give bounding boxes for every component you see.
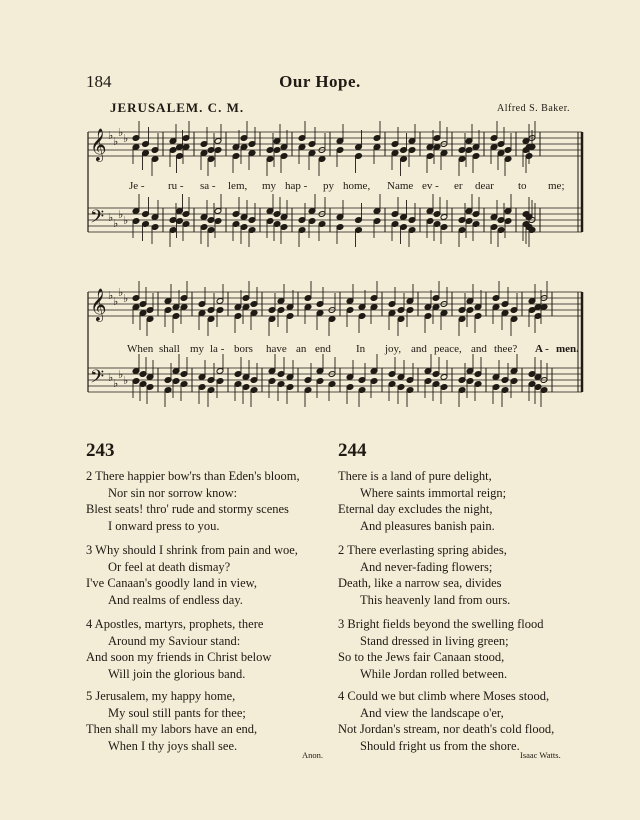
hymn-244-verse-3 (338, 616, 544, 682)
bass-clef: 𝄢 (90, 367, 105, 392)
lyric-syllable: ru - (168, 180, 184, 192)
lyric-syllable: my (190, 343, 205, 355)
verse-line: And realms of endless day. (108, 592, 243, 607)
flat-sign: ♭ (108, 211, 114, 224)
hymn-244-verse-2 (338, 542, 510, 608)
flat-sign: ♭ (113, 377, 119, 390)
lyric-syllable: Name (387, 180, 414, 192)
verse-line: While Jordan rolled between. (360, 666, 508, 681)
page-number: 184 (86, 72, 112, 91)
verse-line: And never-fading flowers; (360, 559, 493, 574)
tune-name: JERUSALEM. C. M. (110, 100, 245, 115)
hymn-number-244: 244 (338, 440, 367, 461)
lyric-syllable: When (127, 343, 154, 355)
verse-line: Around my Saviour stand: (108, 633, 241, 648)
verse-line: When I thy joys shall see. (108, 738, 238, 753)
lyric-syllable: and (471, 343, 487, 355)
verse-line: So to the Jews fair Canaan stood, (338, 650, 505, 664)
flat-sign: ♭ (118, 126, 124, 139)
lyric-syllable: In (356, 343, 366, 355)
verse-line: Blest seats! thro' rude and stormy scenes (86, 502, 289, 516)
verse-line: 2 There happier bow'rs than Eden's bloom, (86, 469, 300, 483)
hymn-243-verse-4 (86, 616, 271, 682)
flat-sign: ♭ (123, 374, 129, 387)
verse-line: 3 Why should I shrink from pain and woe, (86, 543, 298, 557)
lyric-syllable: bors (234, 343, 253, 355)
hymn-244-verse-4 (338, 688, 554, 754)
verse-line: Where saints immortal reign; (360, 485, 507, 500)
verse-line: Nor sin nor sorrow know: (108, 485, 238, 500)
bass-clef: 𝄢 (90, 207, 105, 232)
flat-sign: ♭ (113, 217, 119, 230)
verse-line: 4 Could we but climb where Moses stood, (338, 689, 550, 703)
lyric-syllable: dear (475, 180, 494, 192)
lyric-syllable: A - (535, 343, 549, 355)
verse-line: There is a land of pure delight, (338, 469, 492, 483)
lyric-syllable: sa - (200, 180, 216, 192)
verse-line: And view the landscape o'er, (360, 705, 504, 720)
lyric-syllable: ev - (422, 180, 439, 192)
lyric-syllable: and (411, 343, 427, 355)
verse-line: 4 Apostles, martyrs, prophets, there (86, 617, 264, 631)
lyric-syllable: an (296, 343, 307, 355)
verse-line: Stand dressed in living green; (360, 633, 509, 648)
verse-line: Should fright us from the shore. (360, 738, 520, 753)
lyric-syllable: hap - (285, 180, 308, 192)
lyric-syllable: Je - (129, 180, 145, 192)
hymn-243-verse-2 (86, 468, 300, 534)
flat-sign: ♭ (113, 135, 119, 148)
verse-line: This heavenly land from ours. (360, 592, 511, 607)
lyric-syllable: er (454, 180, 463, 192)
flat-sign: ♭ (108, 289, 114, 302)
flat-sign: ♭ (118, 368, 124, 381)
hymn-243-verse-5 (86, 688, 257, 754)
lyric-syllable: to (518, 180, 527, 192)
hymn-244-verse-1 (338, 468, 506, 534)
verse-line: Death, like a narrow sea, divides (338, 576, 502, 590)
lyric-syllable: home, (343, 180, 371, 192)
verse-line: Eternal day excludes the night, (338, 502, 493, 516)
verse-line: Or feel at death dismay? (108, 559, 231, 574)
verse-line: I've Canaan's goodly land in view, (86, 576, 258, 590)
hymn-243-attribution: Anon. (302, 750, 324, 760)
lyric-syllable: lem, (228, 180, 248, 192)
flat-sign: ♭ (113, 295, 119, 308)
hymn-number-243: 243 (86, 440, 115, 461)
lyric-syllable: end (315, 343, 331, 355)
lyric-syllable: thee? (494, 343, 518, 355)
verse-line: 5 Jerusalem, my happy home, (86, 689, 236, 703)
flat-sign: ♭ (108, 371, 114, 384)
lyric-syllable: have (266, 343, 287, 355)
verse-line: Will join the glorious band. (108, 666, 246, 681)
composer-credit: Alfred S. Baker. (497, 103, 570, 114)
treble-clef: 𝄞 (90, 128, 107, 161)
verse-line: I onward press to you. (108, 518, 220, 533)
flat-sign: ♭ (118, 286, 124, 299)
lyric-syllable: shall (159, 343, 180, 355)
verse-line: My soul still pants for thee; (108, 705, 246, 720)
flat-sign: ♭ (123, 132, 129, 145)
lyric-syllable: my (262, 180, 277, 192)
flat-sign: ♭ (108, 129, 114, 142)
hymn-243-verse-3 (86, 542, 298, 608)
hymn-244-attribution: Isaac Watts. (520, 750, 561, 760)
lyric-syllable: me; (548, 180, 565, 192)
verse-line: And soon my friends in Christ below (86, 650, 272, 664)
verse-line: 2 There everlasting spring abides, (338, 543, 507, 557)
flat-sign: ♭ (123, 214, 129, 227)
lyric-syllable: py (323, 180, 334, 192)
lyric-syllable: la - (210, 343, 225, 355)
page-title: Our Hope. (279, 72, 361, 91)
verse-line: And pleasures banish pain. (360, 518, 495, 533)
verse-line: Not Jordan's stream, nor death's cold flood, (338, 722, 555, 736)
flat-sign: ♭ (118, 208, 124, 221)
lyric-syllable: joy, (385, 343, 402, 355)
flat-sign: ♭ (123, 292, 129, 305)
lyric-syllable: peace, (434, 343, 462, 355)
verse-line: Then shall my labors have an end, (86, 722, 258, 736)
lyric-syllable: men. (556, 343, 579, 355)
treble-clef: 𝄞 (90, 288, 107, 321)
verse-line: 3 Bright fields beyond the swelling flood (338, 617, 544, 631)
